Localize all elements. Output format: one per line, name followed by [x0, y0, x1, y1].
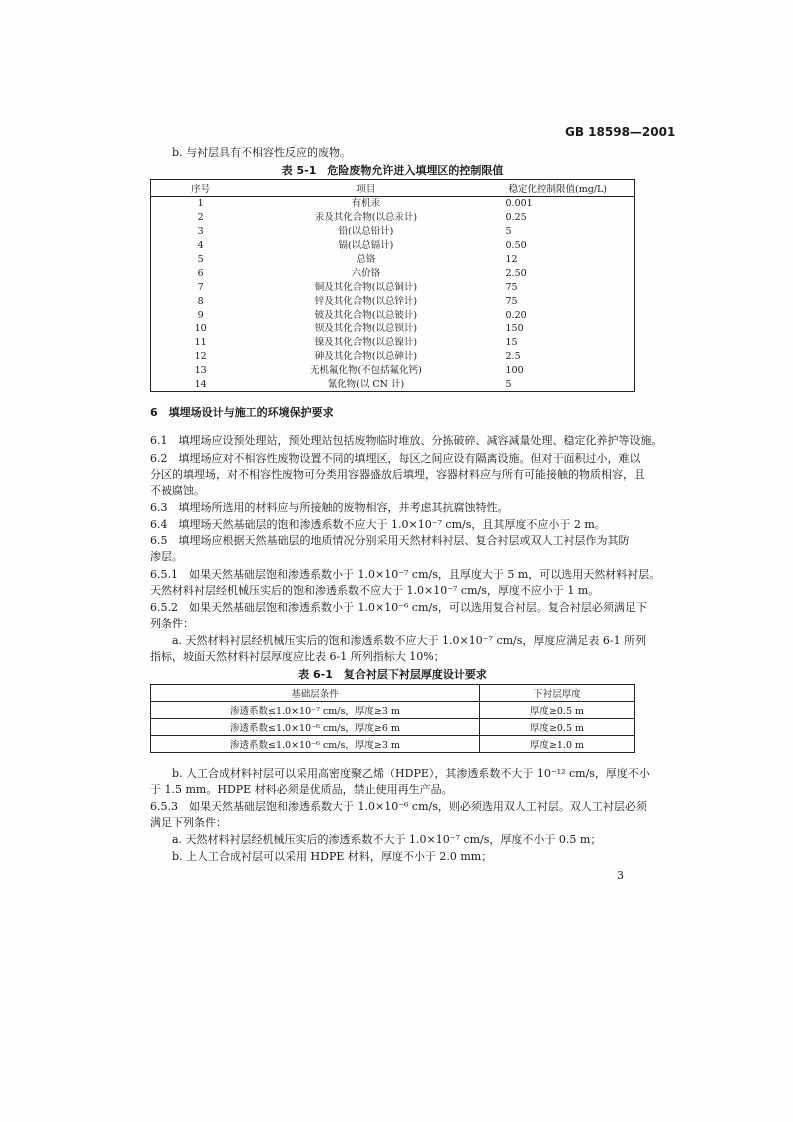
row-limit: 0.20 — [505, 309, 527, 321]
table-row — [151, 336, 635, 350]
table-row — [151, 253, 635, 267]
row-number: 8 — [197, 295, 204, 307]
table2-header-thickness: 下衬层厚度 — [479, 685, 634, 702]
table2-header-condition: 基础层条件 — [151, 685, 480, 702]
row-number: 9 — [197, 309, 204, 321]
para-6-5-2-b-line2: 于 1.5 mm。HDPE 材料必须是优质品，禁止使用再生产品。 — [150, 783, 453, 796]
row-limit: 75 — [505, 281, 518, 293]
row-number: 6 — [197, 267, 204, 279]
row-item: 锌及其化合物(以总锌计) — [314, 295, 418, 307]
row-limit: 5 — [505, 379, 512, 391]
table1-caption: 表 5-1 危险废物允许进入填埋区的控制限值 — [281, 164, 504, 177]
para-6-5-2-line1: 6.5.2 如果天然基础层饱和渗透系数小于 1.0×10⁻⁶ cm/s，可以选用复合衬层。复合衬层必须满足下 — [150, 601, 647, 614]
para-6-2-line2: 分区的填埋场，对不相容性废物可分类用容器盛放后填埋，容器材料应与所有可能接触的物质相容，且 — [150, 468, 645, 481]
table-row — [151, 225, 635, 239]
table1-header-limit: 稳定化控制限值(mg/L) — [482, 180, 635, 197]
para-6-5-1-line1: 6.5.1 如果天然基础层饱和渗透系数小于 1.0×10⁻⁷ cm/s，且厚度大于 5 m，可以选用天然材料衬层。 — [150, 568, 661, 581]
row-condition: 渗透系数≤1.0×10⁻⁶ cm/s，厚度≥6 m — [151, 719, 480, 736]
row-number: 3 — [197, 226, 204, 238]
row-item: 镉(以总镉计) — [338, 240, 394, 252]
row-item: 砷及其化合物(以总砷计) — [314, 351, 418, 363]
para-6-5-2-a-line2: 指标，坡面天然材料衬层厚度应比表 6-1 所列指标大 10%； — [150, 650, 445, 663]
row-item: 总铬 — [356, 254, 376, 265]
table-control-limits — [150, 179, 635, 392]
row-item: 有机汞 — [351, 198, 381, 210]
para-6-5-2-b-line1: b. 人工合成材料衬层可以采用高密度聚乙烯（HDPE），其渗透系数不大于 10⁻¹² cm/s，厚度不小 — [172, 767, 650, 780]
row-thickness: 厚度≥1.0 m — [479, 736, 634, 753]
row-number: 14 — [194, 379, 207, 391]
table1-header-item: 项目 — [250, 180, 481, 197]
row-item: 铍及其化合物(以总铍计) — [314, 309, 418, 321]
para-6-5-3-a: a. 天然材料衬层经机械压实后的渗透系数不大于 1.0×10⁻⁷ cm/s，厚度不小于 0.5 m； — [172, 833, 602, 846]
row-condition: 渗透系数≤1.0×10⁻⁶ cm/s，厚度≥3 m — [151, 736, 480, 753]
para-6-5-line1: 6.5 填埋场应根据天然基础层的地质情况分别采用天然材料衬层、复合衬层或双人工衬层作为其防 — [150, 534, 630, 547]
row-condition: 渗透系数≤1.0×10⁻⁷ cm/s，厚度≥3 m — [151, 702, 480, 719]
para-6-5-3-line2: 满足下列条件： — [150, 816, 227, 829]
row-number: 2 — [197, 212, 204, 224]
row-limit: 0.25 — [505, 212, 527, 224]
row-number: 13 — [194, 365, 207, 377]
table-row — [151, 378, 635, 392]
table-row — [151, 308, 635, 322]
table-row — [151, 197, 635, 211]
row-number: 4 — [197, 240, 204, 252]
para-6-2-line1: 6.2 填埋场应对不相容性废物设置不同的填埋区，每区之间应设有隔离设施。但对于面积过小，难以 — [150, 452, 641, 465]
table-row — [151, 266, 635, 280]
row-number: 5 — [197, 254, 204, 265]
row-thickness: 厚度≥0.5 m — [479, 719, 634, 736]
row-number: 10 — [194, 323, 207, 335]
row-limit: 12 — [505, 254, 518, 265]
para-6-3: 6.3 填埋场所选用的材料应与所接触的废物相容，并考虑其抗腐蚀特性。 — [150, 501, 509, 514]
table-row — [151, 736, 635, 753]
row-item: 汞及其化合物(以总汞计) — [314, 212, 418, 224]
section6-title: 6 填埋场设计与施工的环境保护要求 — [150, 406, 334, 419]
row-limit: 2.50 — [505, 267, 527, 279]
intro-item-b: b. 与衬层具有不相容性反应的废物。 — [172, 146, 352, 159]
table-row — [151, 719, 635, 736]
para-6-5-2-line2: 列条件： — [150, 617, 194, 630]
row-thickness: 厚度≥0.5 m — [479, 702, 634, 719]
para-6-4: 6.4 填埋场天然基础层的饱和渗透系数不应大于 1.0×10⁻⁷ cm/s，且其厚度不应小于 2 m。 — [150, 518, 606, 531]
row-limit: 2.5 — [505, 351, 521, 363]
para-6-1: 6.1 填埋场应设预处理站，预处理站包括废物临时堆放、分拣破碎、减容减量处理、稳定化养护等设施。 — [150, 434, 663, 447]
table-row — [151, 211, 635, 225]
row-item: 铅(以总铅计) — [338, 226, 394, 238]
table2-caption: 表 6-1 复合衬层下衬层厚度设计要求 — [298, 668, 487, 681]
row-item: 氰化物(以 CN 计) — [327, 379, 405, 391]
para-6-5-3-b: b. 上人工合成衬层可以采用 HDPE 材料，厚度不小于 2.0 mm； — [172, 850, 493, 863]
para-6-5-2-a-line1: a. 天然材料衬层经机械压实后的饱和渗透系数不应大于 1.0×10⁻⁷ cm/s，厚度应满足表 6-1 所列 — [172, 634, 647, 647]
table-row — [151, 702, 635, 719]
table-row — [151, 239, 635, 253]
row-number: 12 — [194, 351, 207, 363]
row-item: 铜及其化合物(以总铜计) — [314, 281, 418, 293]
row-item: 镍及其化合物(以总镍计) — [314, 337, 418, 349]
row-limit: 5 — [505, 226, 512, 238]
table-row — [151, 322, 635, 336]
row-limit: 75 — [505, 295, 518, 307]
row-limit: 15 — [505, 337, 518, 349]
row-limit: 100 — [505, 365, 524, 377]
para-6-5-1-line2: 天然材料衬层经机械压实后的饱和渗透系数不应大于 1.0×10⁻⁷ cm/s，厚度不应小于 1 m。 — [150, 584, 600, 597]
para-6-2-line3: 不被腐蚀。 — [150, 484, 205, 497]
row-number: 11 — [194, 337, 207, 349]
table-row — [151, 294, 635, 308]
page-number: 3 — [617, 869, 624, 882]
standard-number: GB 18598—2001 — [565, 125, 676, 139]
row-item: 六价铬 — [351, 267, 381, 279]
row-number: 7 — [197, 281, 204, 293]
row-limit: 0.001 — [505, 198, 533, 210]
para-6-5-line2: 渗层。 — [150, 550, 183, 563]
row-item: 钡及其化合物(以总钡计) — [314, 323, 418, 335]
row-limit: 0.50 — [505, 240, 527, 252]
table-row — [151, 350, 635, 364]
row-item: 无机氟化物(不包括氟化钙) — [309, 365, 422, 377]
row-limit: 150 — [505, 323, 524, 335]
para-6-5-3-line1: 6.5.3 如果天然基础层饱和渗透系数大于 1.0×10⁻⁶ cm/s，则必须选用双人工衬层。双人工衬层必须 — [150, 800, 647, 813]
table1-header-no: 序号 — [151, 180, 251, 197]
row-number: 1 — [197, 198, 204, 210]
table-row — [151, 280, 635, 294]
table-row — [151, 364, 635, 378]
table-liner-thickness — [150, 684, 635, 753]
